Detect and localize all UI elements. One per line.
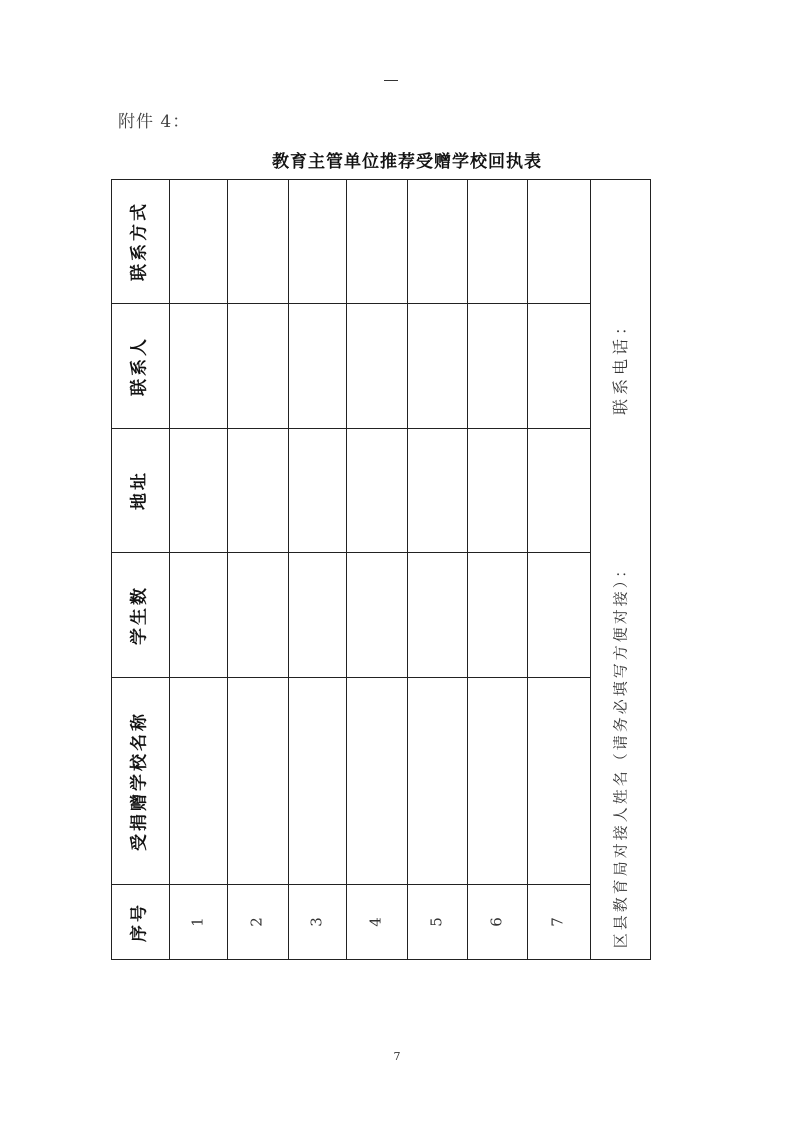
- header-address: 地址: [129, 470, 150, 510]
- column-divider: [590, 179, 591, 960]
- contact-name-label: 区县教育局对接人姓名（请务必填写方便对接）：: [611, 559, 630, 949]
- attachment-label: 附件 4：: [118, 112, 191, 132]
- row-number: 4: [366, 917, 385, 927]
- column-divider: [527, 179, 528, 960]
- table-border-left: [111, 179, 112, 960]
- row-divider: [111, 428, 591, 429]
- row-number: 2: [247, 917, 266, 927]
- row-divider: [111, 552, 591, 553]
- row-divider: [111, 303, 591, 304]
- column-divider: [288, 179, 289, 960]
- header-contact-person: 联系人: [129, 336, 150, 396]
- row-number: 6: [487, 917, 506, 927]
- row-number: 5: [427, 917, 446, 927]
- header-student-count: 学生数: [129, 585, 150, 645]
- table-border-bottom: [111, 959, 651, 960]
- row-number: 7: [548, 917, 567, 927]
- table-border-right: [650, 179, 651, 960]
- row-divider: [111, 884, 591, 885]
- column-divider: [346, 179, 347, 960]
- phone-label: 联系电话：: [611, 314, 630, 416]
- column-divider: [169, 179, 170, 960]
- table-border-top: [111, 179, 651, 180]
- row-divider: [111, 677, 591, 678]
- column-divider: [467, 179, 468, 960]
- header-serial-no: 序号: [129, 902, 150, 942]
- receipt-table: [111, 179, 651, 960]
- column-divider: [407, 179, 408, 960]
- top-dash: [384, 80, 398, 81]
- column-divider: [227, 179, 228, 960]
- row-number: 1: [188, 917, 207, 927]
- header-school-name: 受捐赠学校名称: [129, 711, 150, 851]
- page-number: 7: [393, 1050, 401, 1063]
- header-contact-method: 联系方式: [129, 201, 150, 281]
- page-title: 教育主管单位推荐受赠学校回执表: [272, 152, 542, 172]
- row-number: 3: [307, 917, 326, 927]
